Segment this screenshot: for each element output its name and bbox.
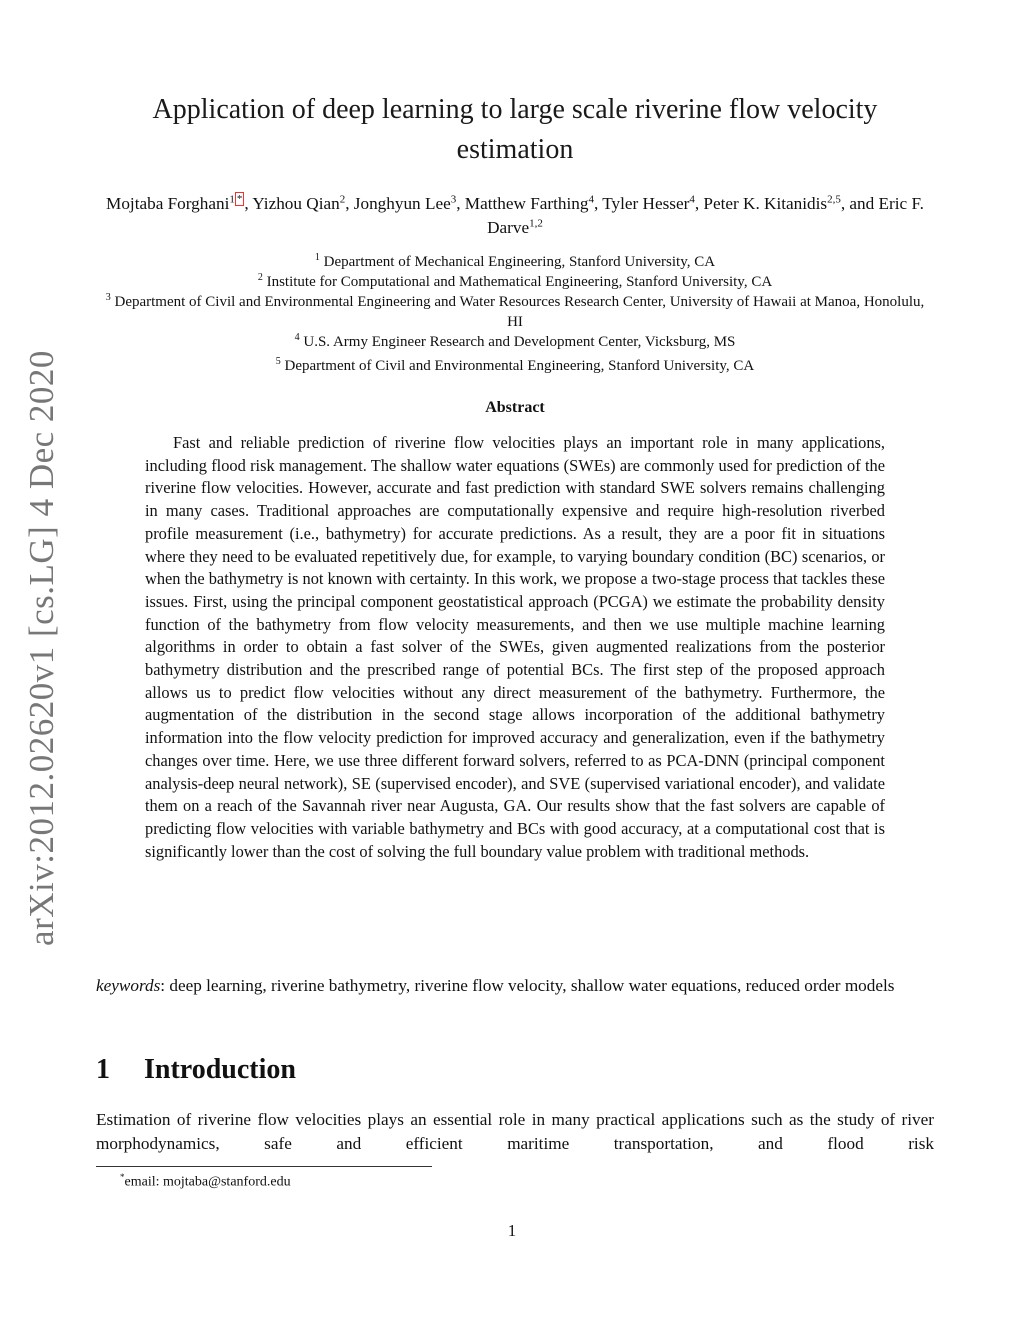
footnote-mark: * bbox=[120, 1172, 125, 1182]
author-name: Eric F. Darve bbox=[487, 194, 924, 237]
section-title: Introduction bbox=[144, 1054, 296, 1085]
affiliation-number: 3 bbox=[105, 292, 111, 303]
affiliation-number: 5 bbox=[275, 356, 281, 367]
affiliation-text: Institute for Computational and Mathematical Engineering, Stanford University, CA bbox=[266, 274, 773, 290]
affiliation-4 bbox=[90, 332, 940, 352]
affiliation-number: 4 bbox=[294, 332, 300, 343]
paper-title bbox=[120, 90, 910, 170]
footnote-divider bbox=[96, 1166, 432, 1167]
author-name: Tyler Hesser bbox=[602, 194, 690, 213]
author-name: Matthew Farthing bbox=[464, 194, 589, 213]
affiliation-number: 1 bbox=[314, 252, 320, 263]
keywords-paragraph bbox=[96, 974, 934, 998]
author-name: Peter K. Kitanidis bbox=[703, 194, 828, 213]
affiliation-text: Department of Mechanical Engineering, Stanford University, CA bbox=[323, 254, 716, 270]
author-affiliation-mark: 4 bbox=[689, 193, 695, 206]
abstract-body: Fast and reliable prediction of riverine flow velocities plays an important role in many applications, including flood risk management. The shallow water equations (SWEs) are commonly used for prediction of the riverine flow velocities. However, accurate and fast prediction with standard SWE solvers remains challenging in many cases. Traditional approaches are computationally expensive and require high-resolution riverbed profile measurement (i.e., bathymetry) for accurate predictions. As a result, they are a poor fit in situations where they need to be evaluated repetitively due, for example, to varying boundary condition (BC) scenarios, or when the bathymetry is not known with certainty. In this work, we propose a two-stage process that tackles these issues. First, using the principal component geostatistical approach (PCGA) we estimate the probability density function of the bathymetry from flow velocity measurements, and then we use multiple machine learning algorithms in order to obtain a fast solver of the SWEs, given augmented realizations from the posterior bathymetry distribution and the prescribed range of potential BCs. The first step of the proposed approach allows us to predict flow velocities without any direct measurement of the bathymetry. Furthermore, the augmentation of the distribution in the second stage allows incorporation of the additional bathymetry information into the flow velocity prediction for improved accuracy and generalization, even if the bathymetry changes over time. Here, we use three different forward solvers, referred to as PCA-DNN (principal component analysis-deep neural network), SE (supervised encoder), and SVE (supervised variational encoder), and validate them on a reach of the Savannah river near Augusta, GA. Our results show that the fast solvers are capable of predicting flow velocities with variable bathymetry and BCs with good accuracy, at a computational cost that is significantly lower than the cost of solving the full boundary value problem with traditional methods. bbox=[145, 433, 885, 861]
abstract-heading: Abstract bbox=[485, 399, 545, 416]
author-affiliation-mark: 2 bbox=[339, 193, 346, 206]
introduction-text: Estimation of riverine flow velocities plays an essential role in many practical applications such as the study of river morphodynamics, safe and efficient maritime transportation, and flood risk bbox=[96, 1110, 934, 1153]
author-affiliation-mark: 1 bbox=[229, 193, 235, 206]
section-heading bbox=[96, 1054, 296, 1086]
affiliation-2 bbox=[90, 272, 940, 292]
affiliation-number: 2 bbox=[257, 272, 263, 283]
author-affiliation-mark: 4 bbox=[588, 193, 594, 206]
affiliation-text: Department of Civil and Environmental Engineering and Water Resources Research Center, University of Hawaii at Manoa, Honolulu, HI bbox=[114, 294, 925, 330]
author-list: Mojtaba Forghani$^1$ * , Yizhou Qian$^2$, Jonghyun Lee$^3$, Matthew Farthing$^4$, Tyler Hesser$^4$, Peter K. Kitanidis$^{2,5}$, and Eric F. Darve$^{1,2}$ bbox=[106, 193, 924, 237]
footnote-email: email: mojtaba@stanford.edu bbox=[124, 1174, 291, 1190]
affiliation-3 bbox=[96, 292, 934, 332]
affiliation-text: Department of Civil and Environmental Engineering, Stanford University, CA bbox=[284, 358, 755, 374]
keywords-text: : deep learning, riverine bathymetry, riverine flow velocity, shallow water equations, reduced order models bbox=[160, 976, 895, 995]
author-affiliation-mark: 1,2 bbox=[529, 217, 543, 230]
arxiv-identifier[interactable]: arXiv:2012.02620v1 [cs.LG] 4 Dec 2020 bbox=[22, 350, 61, 946]
section-number: 1 bbox=[96, 1054, 110, 1085]
affiliation-1 bbox=[90, 252, 940, 272]
affiliation-text: U.S. Army Engineer Research and Development Center, Vicksburg, MS bbox=[303, 334, 736, 350]
corresponding-author-link[interactable]: * bbox=[236, 193, 243, 206]
title-line-1: Application of deep learning to large scale riverine flow velocity bbox=[152, 94, 878, 125]
page-number: 1 bbox=[507, 1221, 517, 1240]
author-affiliation-mark: 3 bbox=[450, 193, 457, 206]
author-name: Mojtaba Forghani bbox=[106, 194, 230, 213]
author-name: Yizhou Qian bbox=[252, 194, 340, 213]
author-name: Jonghyun Lee bbox=[353, 194, 451, 213]
affiliation-5 bbox=[90, 356, 940, 376]
keywords-label: keywords bbox=[96, 976, 161, 995]
footnote bbox=[120, 1172, 291, 1191]
author-affiliation-mark: 2,5 bbox=[827, 193, 841, 206]
title-line-2: estimation bbox=[456, 134, 574, 165]
